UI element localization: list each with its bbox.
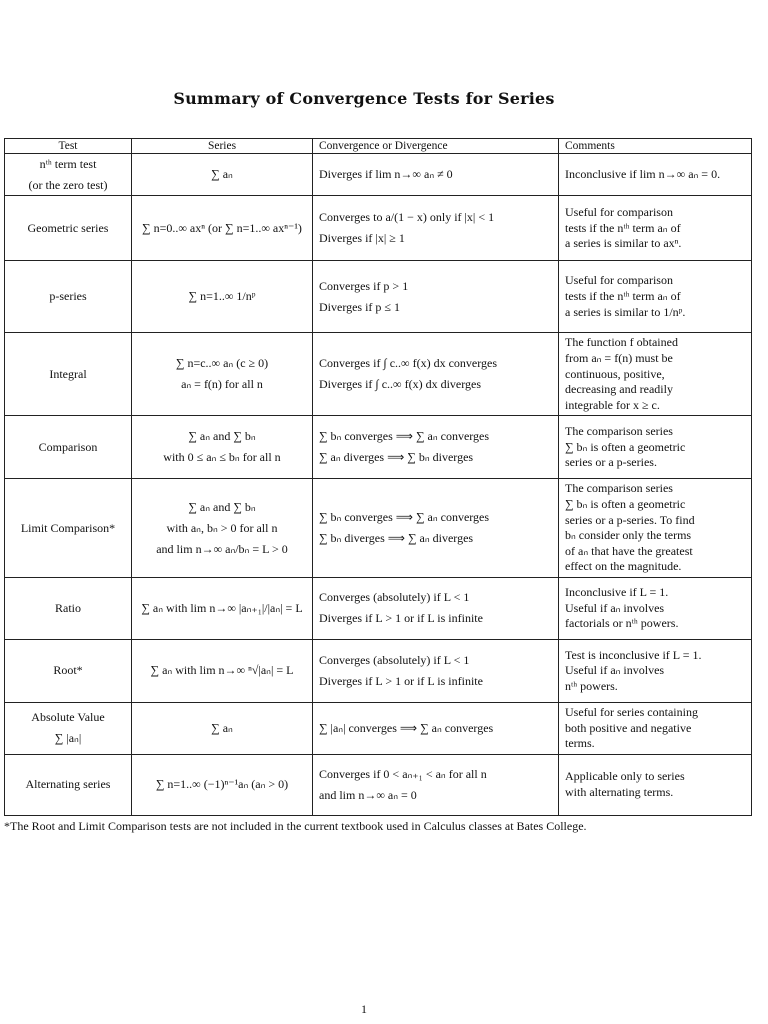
convergence-tests-table [4, 138, 752, 816]
table-row [5, 416, 752, 479]
convergence-cell [313, 333, 559, 416]
page-number: 1 [361, 1002, 367, 1016]
cell-line: Root* [53, 663, 83, 678]
cell-line: terms. [565, 736, 595, 751]
cell-line: Geometric series [27, 220, 109, 235]
convergence-cell [313, 702, 559, 754]
cell-line: a series is similar to axⁿ. [565, 236, 682, 251]
cell-line: Diverges if L > 1 or if L is infinite [319, 673, 483, 688]
convergence-cell [313, 639, 559, 702]
cell-line: Ratio [55, 600, 81, 615]
test-cell [5, 702, 132, 754]
series-cell [132, 639, 313, 702]
cell-line: factorials or nᵗʰ powers. [565, 616, 679, 631]
test-cell [5, 333, 132, 416]
cell-line: Applicable only to series [565, 769, 685, 784]
cell-line: Limit Comparison* [20, 520, 116, 535]
convergence-cell [313, 261, 559, 333]
cell-line: Inconclusive if L = 1. [565, 585, 669, 600]
convergence-cell [313, 416, 559, 479]
cell-line: ∑ n=c..∞ aₙ (c ≥ 0) [175, 356, 269, 371]
cell-line: both positive and negative [565, 720, 692, 735]
series-cell [132, 261, 313, 333]
comments-cell [559, 154, 752, 196]
cell-line: Useful for comparison [565, 273, 673, 288]
cell-line: Diverges if p ≤ 1 [319, 299, 401, 314]
cell-line: ∑ n=0..∞ axⁿ (or ∑ n=1..∞ axⁿ⁻¹) [142, 220, 302, 235]
cell-line: and lim n→∞ aₙ/bₙ = L > 0 [156, 541, 288, 556]
cell-line: Converges (absolutely) if L < 1 [319, 652, 470, 667]
page-title: Summary of Convergence Tests for Series [173, 89, 555, 108]
table-row [5, 577, 752, 639]
test-cell [5, 754, 132, 815]
comments-cell [559, 754, 752, 815]
cell-line: ∑ aₙ with lim n→∞ |aₙ₊₁|/|aₙ| = L [141, 600, 303, 615]
comments-cell [559, 702, 752, 754]
cell-line: ∑ n=1..∞ (−1)ⁿ⁻¹aₙ (aₙ > 0) [155, 777, 289, 792]
cell-line: The comparison series [565, 423, 673, 438]
test-cell [5, 154, 132, 196]
cell-line: nᵗʰ powers. [565, 678, 618, 693]
series-cell [132, 702, 313, 754]
convergence-cell [313, 154, 559, 196]
convergence-cell [313, 196, 559, 261]
cell-line: tests if the nᵗʰ term aₙ of [565, 220, 681, 235]
series-cell [132, 577, 313, 639]
cell-line: p-series [49, 289, 87, 304]
cell-line: ∑ aₙ and ∑ bₙ [188, 429, 256, 444]
cell-line: Comparison [38, 439, 98, 454]
cell-line: Alternating series [25, 777, 111, 792]
header-comments: Comments [559, 139, 752, 154]
table-row [5, 754, 752, 815]
cell-line: Test is inconclusive if L = 1. [565, 647, 702, 662]
test-cell [5, 639, 132, 702]
cell-line: series or a p-series. [565, 455, 657, 470]
cell-line: with 0 ≤ aₙ ≤ bₙ for all n [163, 450, 281, 465]
cell-line: (or the zero test) [28, 177, 108, 192]
cell-line: Useful if aₙ involves [565, 600, 665, 615]
test-cell [5, 577, 132, 639]
cell-line: a series is similar to 1/nᵖ. [565, 304, 686, 319]
cell-line: ∑ n=1..∞ 1/nᵖ [188, 289, 256, 304]
table-row [5, 333, 752, 416]
convergence-cell [313, 754, 559, 815]
series-cell [132, 416, 313, 479]
cell-line: ∑ aₙ [211, 167, 233, 182]
cell-line: with aₙ, bₙ > 0 for all n [166, 520, 278, 535]
cell-line: nᵗʰ term test [39, 156, 97, 171]
table-row [5, 154, 752, 196]
cell-line: and lim n→∞ aₙ = 0 [319, 787, 417, 802]
cell-line: Converges if p > 1 [319, 278, 409, 293]
cell-line: bₙ consider only the terms [565, 528, 692, 543]
header-convergence: Convergence or Divergence [313, 139, 559, 154]
comments-cell [559, 639, 752, 702]
comments-cell [559, 333, 752, 416]
comments-cell [559, 196, 752, 261]
cell-line: Useful if aₙ involves [565, 663, 665, 678]
cell-line: ∑ |aₙ| [54, 731, 82, 746]
table-row [5, 639, 752, 702]
cell-line: tests if the nᵗʰ term aₙ of [565, 289, 681, 304]
cell-line: effect on the magnitude. [565, 559, 682, 574]
cell-line: aₙ = f(n) for all n [181, 377, 263, 392]
cell-line: ∑ |aₙ| converges ⟹ ∑ aₙ converges [319, 720, 494, 735]
test-cell [5, 416, 132, 479]
cell-line: ∑ aₙ with lim n→∞ ⁿ√|aₙ| = L [150, 663, 294, 678]
table-row [5, 479, 752, 578]
test-cell [5, 479, 132, 578]
cell-line: ∑ bₙ is often a geometric [565, 496, 686, 511]
cell-line: ∑ bₙ converges ⟹ ∑ aₙ converges [319, 510, 490, 525]
cell-line: Inconclusive if lim n→∞ aₙ = 0. [565, 167, 721, 182]
convergence-cell [313, 577, 559, 639]
cell-line: ∑ bₙ is often a geometric [565, 439, 686, 454]
cell-line: ∑ bₙ converges ⟹ ∑ aₙ converges [319, 429, 490, 444]
header-series: Series [132, 139, 313, 154]
table-header-row [5, 139, 752, 154]
comments-cell [559, 261, 752, 333]
table-row [5, 261, 752, 333]
cell-line: with alternating terms. [565, 784, 674, 799]
comments-cell [559, 479, 752, 578]
cell-line: The function f obtained [565, 335, 678, 350]
series-cell [132, 196, 313, 261]
cell-line: series or a p-series. To find [565, 512, 695, 527]
cell-line: Useful for comparison [565, 204, 673, 219]
table-row [5, 196, 752, 261]
test-cell [5, 196, 132, 261]
cell-line: integrable for x ≥ c. [565, 397, 660, 412]
comments-cell [559, 577, 752, 639]
cell-line: Diverges if |x| ≥ 1 [319, 231, 405, 246]
series-cell [132, 479, 313, 578]
cell-line: Diverges if ∫ c..∞ f(x) dx diverges [319, 377, 482, 392]
test-cell [5, 261, 132, 333]
cell-line: Diverges if lim n→∞ aₙ ≠ 0 [319, 167, 453, 182]
table-body [5, 154, 752, 815]
cell-line: The comparison series [565, 481, 673, 496]
cell-line: decreasing and readily [565, 382, 673, 397]
cell-line: Diverges if L > 1 or if L is infinite [319, 611, 483, 626]
table-row [5, 702, 752, 754]
cell-line: Converges (absolutely) if L < 1 [319, 590, 470, 605]
cell-line: Absolute Value [31, 710, 105, 725]
cell-line: ∑ aₙ diverges ⟹ ∑ bₙ diverges [319, 450, 474, 465]
cell-line: continuous, positive, [565, 366, 665, 381]
cell-line: Converges to a/(1 − x) only if |x| < 1 [319, 210, 495, 225]
footnote: *The Root and Limit Comparison tests are not included in the current textbook used in Calculus classes at Bates College. [4, 819, 587, 833]
cell-line: ∑ bₙ diverges ⟹ ∑ aₙ diverges [319, 531, 474, 546]
cell-line: Converges if ∫ c..∞ f(x) dx converges [319, 356, 498, 371]
cell-line: Useful for series containing [565, 704, 698, 719]
cell-line: Converges if 0 < aₙ₊₁ < aₙ for all n [319, 766, 487, 781]
series-cell [132, 754, 313, 815]
cell-line: Integral [49, 366, 87, 381]
cell-line: ∑ aₙ [211, 720, 233, 735]
comments-cell [559, 416, 752, 479]
series-cell [132, 154, 313, 196]
cell-line: ∑ aₙ and ∑ bₙ [188, 499, 256, 514]
cell-line: from aₙ = f(n) must be [565, 350, 673, 365]
header-test: Test [5, 139, 132, 154]
cell-line: of aₙ that have the greatest [565, 543, 693, 558]
convergence-cell [313, 479, 559, 578]
series-cell [132, 333, 313, 416]
